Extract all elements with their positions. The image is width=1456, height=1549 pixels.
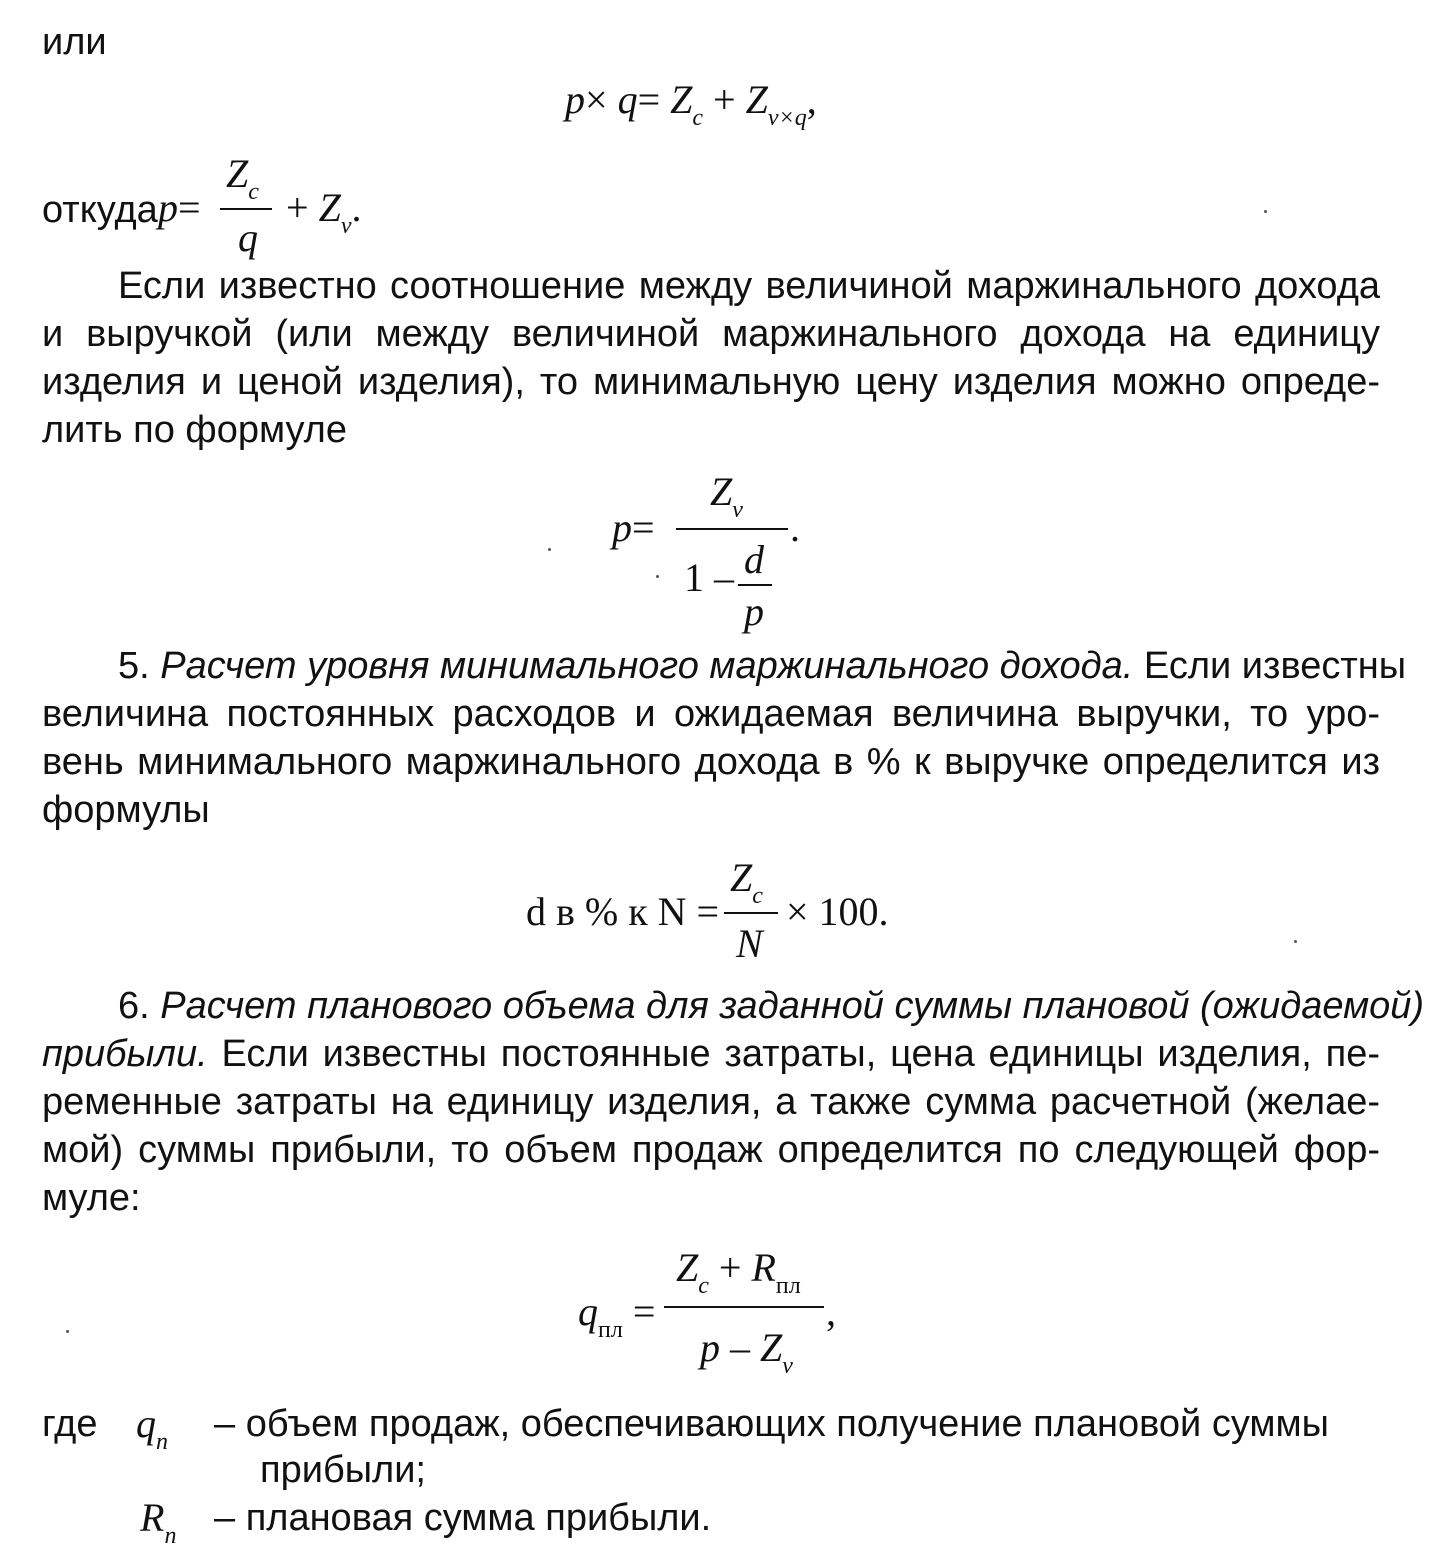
def-q-symbol [136,1401,168,1455]
sub-p: п [164,1523,177,1549]
sub-c: c [248,179,259,205]
formula4-suffix: × 100. [786,889,889,934]
sym-plus: + [718,1245,742,1290]
text-where: где [42,1403,98,1445]
sym-Z: Z [745,77,768,122]
sym-q: q [136,1401,156,1446]
sub-c: c [752,883,763,909]
scan-speckle [1264,210,1267,213]
sym-plus: + [286,185,309,230]
sym-q: q [578,1289,598,1334]
sym-R: R [140,1495,165,1540]
sec6-title-2: прибыли. [42,1033,208,1075]
sym-eq: = [178,185,201,230]
sym-Z: Z [760,1325,783,1370]
sec5-text-1: Если известны [1143,645,1407,687]
formula3-inner-num: d [744,537,764,582]
sym-Z: Z [730,855,753,900]
sym-p: p [700,1325,720,1370]
formula5-fraction-bar [664,1306,824,1308]
sec6-line-1 [118,985,1425,1027]
sym-one: 1 [684,555,704,600]
sub-c: c [698,1273,709,1299]
sub-v: v [732,497,743,523]
sub-p: п [156,1429,168,1455]
text-ili: или [42,21,107,63]
formula2-fraction-bar [220,208,272,210]
formula3-inner-den: p [744,589,764,634]
sym-dot: . [351,185,362,230]
formula-revenue-equation [565,77,817,131]
sym-Z: Z [318,185,341,230]
sym-minus: – [714,555,734,600]
formula3-lhs [612,506,655,550]
sym-Z: Z [676,1245,699,1290]
sub-pl: пл [775,1273,801,1299]
sub-vxq: v×q [767,105,807,131]
sym-Z: Z [710,469,733,514]
sec5-line-4: формулы [42,789,210,831]
sym-comma: , [806,77,817,122]
sub-v: v [782,1353,793,1379]
sym-Z: Z [226,151,249,196]
sub-v: v [340,213,352,239]
sym-plus: + [713,77,736,122]
formula4-denominator: N [736,921,763,966]
sym-p: p [158,185,178,230]
formula5-comma: , [826,1289,836,1334]
def-q-text-2: прибыли; [260,1449,426,1491]
def-r-symbol [140,1495,177,1549]
sec5-line-2: величина постоянных расходов и ожидаемая величина выручки, то уро- [42,693,1380,735]
scan-speckle [656,575,659,578]
def-r-text: – плановая сумма прибыли. [214,1497,712,1539]
sym-Z: Z [670,77,693,122]
sym-R: R [751,1245,776,1290]
sym-minus: – [730,1325,750,1370]
scan-speckle [66,1330,69,1333]
sub-pl: пл [598,1317,623,1343]
sec5-line-3: вень минимального маржинального дохода в % к выручке определится из [42,741,1380,783]
sec6-number: 6. [118,985,150,1027]
sym-times: × [585,77,608,122]
scan-speckle [548,548,551,551]
sec6-text-1: Если известны постоянные затраты, цена единицы изделия, пе- [221,1033,1380,1075]
def-q-text-1: – объем продаж, обеспечивающих получение плановой суммы [214,1403,1329,1445]
sym-eq: = [632,1289,656,1334]
sub-c: c [692,105,704,131]
formula3-fraction-bar [676,528,788,530]
sec6-line-4: мой) суммы прибыли, то объем продаж определится по следующей фор- [42,1129,1380,1171]
scan-speckle [1294,940,1297,943]
sym-p: p [565,77,585,122]
formula2-lhs [158,186,201,230]
formula3-dot: . [790,505,800,550]
formula5-denominator [700,1325,793,1379]
sym-eq: = [632,505,655,550]
sym-p: p [612,505,632,550]
formula4-numerator [730,855,763,909]
sym-q: q [617,77,638,122]
para1-line-1: Если известно соотношение между величиной маржинального дохода [118,265,1380,307]
sec6-title-1: Расчет планового объема для заданной суммы плановой (ожидаемой) [160,985,1425,1027]
sec5-line-1 [118,645,1407,687]
sec6-line-2 [42,1034,1380,1074]
formula4-fraction-bar [724,912,778,914]
sec6-line-5: муле: [42,1177,141,1219]
formula3-numerator [710,469,743,523]
formula3-denominator-one [684,556,734,600]
sym-eq: = [637,77,661,122]
para1-line-2: и выручкой (или между величиной маржинального дохода на единицу [42,313,1380,355]
formula5-lhs [578,1289,656,1343]
formula2-denominator: q [238,215,258,260]
sec5-title: Расчет уровня минимального маржинального дохода. [160,645,1134,687]
formula2-tail [286,185,362,239]
formula3-inner-bar [738,584,772,586]
para1-line-3: изделия и ценой изделия), то минимальную цену изделия можно опреде- [42,361,1380,403]
formula4-prefix: d в % к N = [526,889,720,934]
formula2-numerator [226,151,259,205]
formula5-numerator [676,1245,801,1299]
para1-line-4: лить по формуле [42,409,347,451]
sec5-number: 5. [118,645,150,687]
text-otkuda: откуда [42,189,158,231]
sec6-line-3: ременные затраты на единицу изделия, а также сумма расчетной (желае- [42,1081,1380,1123]
